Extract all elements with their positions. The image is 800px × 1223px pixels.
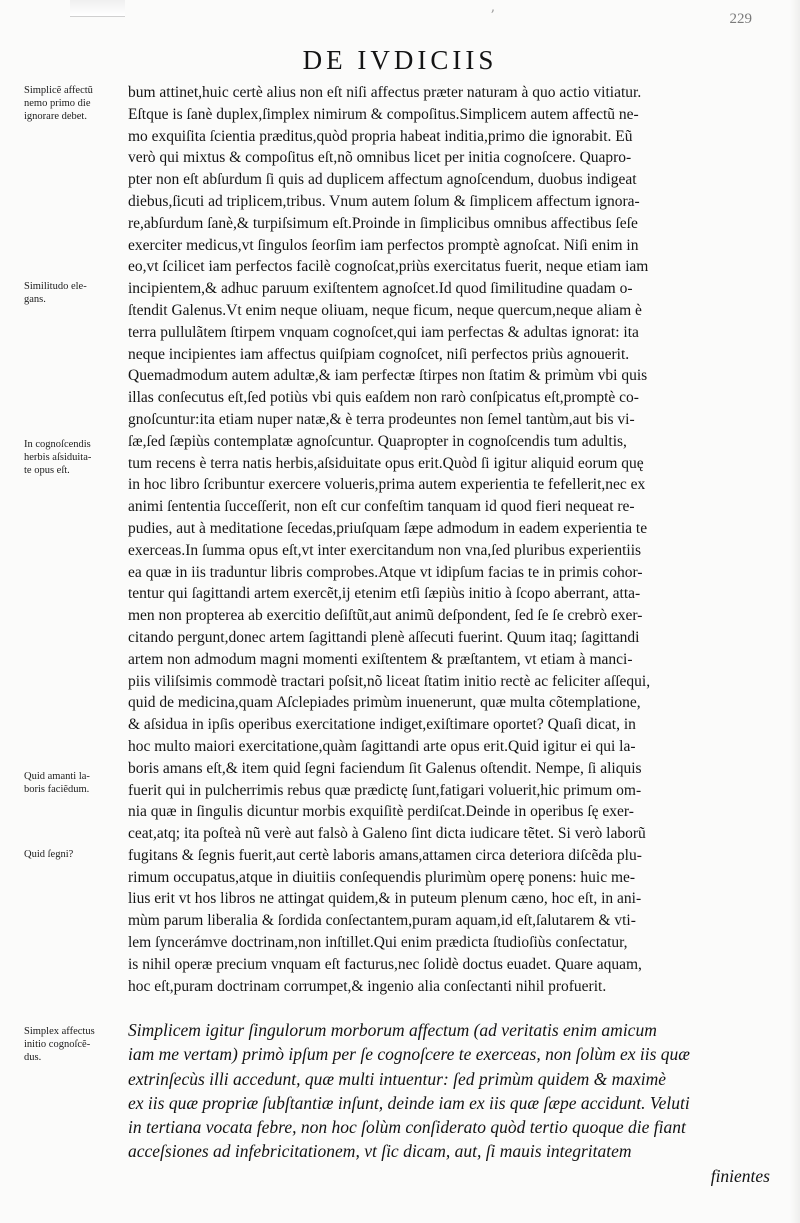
margin-notes (24, 84, 126, 1204)
text-line: hoc eſt,puram doctrinam corrumpet,& ingenio alia conſectanti nihil profuerit. (128, 977, 607, 995)
text-line: in hoc libro ſcribuntur exercere volueris,prima autem experientia te fefellerit,nec ex (128, 476, 646, 494)
text-line: verò qui mixtus & compoſitus eſt,nõ omnibus licet per initia cognoſcere. Quapro- (128, 149, 632, 167)
italic-text-line-last: finientes (710, 1165, 770, 1186)
text-line: & aſsidua in ipſis operibus exercitatione indiget,exiſtimare oportet? Quaſi dicat, in (128, 716, 636, 734)
text-line: re,abſurdum ſanè,& turpiſsimum eſt.Proinde in ſimplicibus omnibus affectibus ſeſe (128, 214, 638, 232)
text-line: pter non eſt abſurdum ſi quis ad duplicem affectum agnoſcendum, duobus indigeat (128, 171, 637, 189)
italic-text-line: ex iis quæ propriæ ſubſtantiæ inſunt, deinde iam ex iis quæ ſæpe accidunt. Veluti (128, 1092, 690, 1113)
italic-text-line: Simplicem igitur ſingulorum morborum affectum (ad veritatis enim amicum (128, 1020, 657, 1040)
page-title: DE IVDICIIS (302, 45, 498, 75)
text-line: incipientem,& adhuc paruum exiſtentem agnoſcet.Id quod ſimilitudine quadam o- (128, 280, 633, 298)
text-line: mùm parum liberalia & ſordida conſectantem,puram aquam,id eſt,ſalutarem & vti- (128, 912, 636, 930)
italic-text-line: in tertiana vocata febre, non hoc ſolùm conſiderato quòd tertio quoque die fiant (128, 1117, 686, 1138)
text-line: Quemadmodum autem adultæ,& iam perfectæ ſtirpes non ſtatim & primùm vbi quis (128, 367, 648, 385)
text-line: hoc multo maiori exercitatione,quàm ſagittandi arte opus erit.Quid igitur ei qui la- (128, 737, 636, 755)
margin-note-herbs: In cognoſcendis herbis aſsiduita- te opus eſt. (24, 439, 92, 476)
text-line: ſtendit Galenus.Vt enim neque oliuam, neque ficum, neque quercum,neque aliam è (128, 301, 642, 319)
text-line: is nihil operæ precium vnquam eſt facturus,nec ſolidè doctus euadet. Quare aquam, (128, 955, 642, 973)
text-line: citando pergunt,donec artem ſagittandi plenè aſſecuti fuerint. Quum itaq; ſagittandi (128, 628, 640, 646)
italic-text-line: acceſsiones ad infebricitationem, vt ſic dicam, aut, ſi mauis integritatem (128, 1141, 632, 1162)
text-line: fuerit qui in pulcherrimis rebus quæ prædictę ſunt,fatigari voluerit,hic primum om- (128, 781, 642, 799)
text-line: animi ſententia ſucceſſerit, non eſt cur confeſtim tanquam id quod fieri nequeat re- (128, 498, 635, 516)
text-line: neque incipientes iam affectus quiſpiam cognoſcet, niſi perfectos priùs agnouerit. (128, 345, 630, 363)
margin-note-simple-affect: Simplicẽ affectũ nemo primo die ignorare debet. (24, 85, 93, 122)
margin-note-industrious: Quid amanti la- boris faciẽdum. (24, 771, 90, 795)
page-top-mark (70, 0, 125, 17)
margin-note-similitude: Similitudo ele- gans. (24, 281, 87, 305)
text-line: bum attinet,huic certè alius non eſt niſi affectus præter naturam à quo actio vitiatur. (128, 84, 642, 101)
text-line: tum recens è terra natis herbis,aſsiduitate opus erit.Quòd ſi igitur aliquid eorum quę (128, 454, 644, 472)
text-line: lius erit vt hos libros ne attingat quidem,& in puteum plenum cæno, hoc eſt, in ani- (128, 890, 642, 908)
page-number: 229 (729, 11, 752, 27)
text-line: illas conſecutus eſt,ſed potiùs vbi quis eaſdem non rarò conſpicatus eſt,promptè co- (128, 389, 639, 407)
text-line: lem ſyncerámve doctrinam,non inſtillet.Qui enim prædicta ſtudioſiùs conſectatur, (128, 934, 628, 952)
italic-text-block (128, 1018, 774, 1188)
text-line: ceat,atq; ita poſteà nũ verè aut falsò à Galeno ſint dicta iudicare tẽtet. Si verò laborũ (128, 825, 646, 843)
text-line: exerciter medicus,vt ſingulos ſeorſim iam perfectos promptè agnoſcat. Niſi enim in (128, 236, 639, 254)
text-line: diebus,ſicuti ad triplicem,tribus. Vnum autem ſolum & ſimplicem affectum ignora- (128, 192, 640, 210)
italic-text-line: iam me vertam) primò ipſum per ſe cognoſcere te exerceas, non ſolùm ex iis quæ (128, 1044, 690, 1065)
text-line: mo exquiſita ſcientia præditus,quòd propria habeat inditia,primo die ignorabit. Eũ (128, 127, 633, 145)
text-line: fugitans & ſegnis fuerit,aut certè laboris amans,attamen circa deteriora diſcẽda plu- (128, 846, 642, 864)
margin-note-lazy: Quid ſegni? (24, 849, 74, 860)
text-line: men non propterea ab exercitio deſiſtũt,aut animũ deſpondent, ſed ſe ſe crebrò exer- (128, 607, 643, 625)
page-edge-shadow (790, 0, 800, 1223)
main-text-block (128, 82, 774, 997)
text-line: boris amans eſt,& item quid ſegni faciendum ſit Galenus oſtendit. Nempe, ſi aliquis (128, 759, 642, 777)
text-line: gnoſcuntur:ita etiam nuper natæ,& è terra prodeuntes non ſemel tantùm,aut bis vi- (128, 410, 635, 428)
italic-text-line: extrinſecùs illi accedunt, quæ multi intuentur: ſed primùm quidem & maximè (128, 1068, 667, 1089)
text-line: pudies, aut à meditatione ſecedas,priuſquam ſæpe admodum in eadem experientia te (128, 519, 648, 537)
text-line: exerceas.In ſumma opus eſt,vt inter exercitandum non vna,ſed pluribus experientiis (128, 541, 642, 559)
text-line: ſæ,ſed ſæpiùs contemplatæ agnoſcuntur. Quapropter in cognoſcendis tum adultis, (128, 432, 627, 450)
text-line: Eſtque is ſanè duplex,ſimplex nimirum & compoſitus.Simplicem autem affectũ ne- (128, 105, 639, 123)
text-line: artem non admodum magni momenti exiſtentem & præſtantem, vt etiam à manci- (128, 650, 633, 668)
text-line: quid de medicina,quam Aſclepiades primùm inuenerunt, quæ multa cõtemplatione, (128, 694, 641, 712)
margin-note-simple-recognition: Simplex affectus initio cognoſcẽ- dus. (24, 1026, 95, 1063)
text-line: ea quæ in iis traduntur libris comprobes.Atque vt idipſum facias te in primis cohor- (128, 563, 643, 581)
text-line: eo,vt ſcilicet iam perfectos facilè cognoſcat,priùs exercitatus fuerit, neque etiam iam (128, 258, 649, 276)
text-line: nia quæ in ſingulis dicuntur morbis exquiſitè perdiſcat.Deinde in operibus ſę exer- (128, 803, 634, 821)
text-line: piis viliſsimis commodè tractari poſsit,nõ liceat ſtatim initio rectè ac feliciter aſſequi, (128, 672, 651, 690)
text-line: tentur qui ſagittandi artem exercẽt,ij etenim etſi ſæpiùs initio à ſcopo aberrant, atta- (128, 585, 641, 603)
text-line: terra pullulãtem ſtirpem vnquam cognoſcet,qui iam perfectas & adultas ignorat: ita (128, 323, 639, 341)
text-line: rimum occupatus,atque in diuitiis conſequendis plurimùm operę ponens: huic me- (128, 868, 636, 886)
page-ornament: ʼ (490, 8, 495, 24)
